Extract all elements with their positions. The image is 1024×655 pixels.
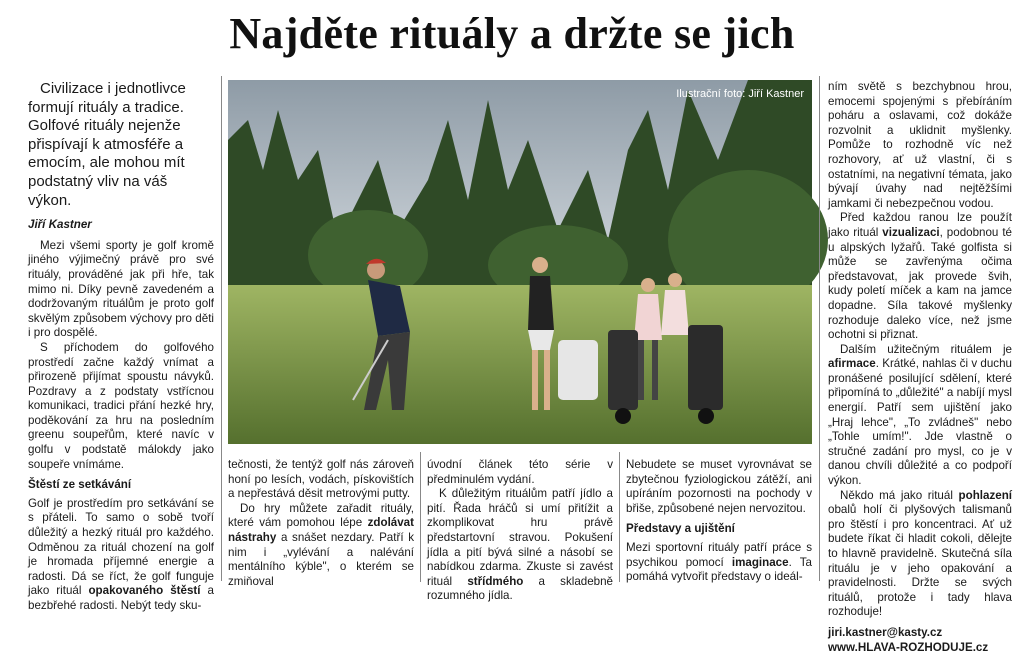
golf-photo <box>228 80 812 444</box>
paragraph: Nebudete se muset vyrovnávat se zbytečnou fyziologickou zátěží, ani upíráním pozornosti na pochody v břiše, způsobené nejen nervozitou. <box>626 458 812 515</box>
column-1 <box>28 80 214 614</box>
paragraph: Před každou ranou lze použít jako rituál vizualizaci, podobnou té u alpských lyžařů. Také golfista si může se zavřenýma očima představovat, jak provede švih, kudy poletí míček a kam na jamce dopadne. Síla takové myšlenky rozhoduje daleko více, než jsme ochotni si přiznat. <box>828 211 1012 342</box>
paragraph: ním světě s bezchybnou hrou, emocemi spojenými s přebíráním poháru a oslavami, což dokáže rozvolnit a uklidnit myšlenky. Pomůže to rozhodně víc než rozhovory, ať už vlastní, či s ostatními, na negativní témata, jako bývají úvahy nad nejtěžšími jamkami či nebezpečnou vodou. <box>828 80 1012 210</box>
paragraph: Do hry můžete zařadit rituály, které vám pomohou lépe zdolávat nástrahy a snášet nezdary. Patří k nim i „vylévání a nalévání mentálního kýble", o kterém se zmiňoval <box>228 501 414 588</box>
article-lede: Civilizace i jednotlivce formují rituály a tradice. Golfové rituály nejenže přispívají k atmosféře a emocím, ale mohou mít podstatný vliv na váš výkon. <box>28 80 186 209</box>
paragraph: úvodní článek této série v předminulém vydání. <box>427 458 613 486</box>
column-5 <box>828 80 1012 655</box>
author-byline: Jiří Kastner <box>28 218 92 232</box>
paragraph: Mezi sportovní rituály patří práce s psychikou pomocí imaginace. Ta pomáhá vytvořit představy o ideál- <box>626 540 812 584</box>
column-divider <box>619 452 620 582</box>
paragraph: Golf je prostředím pro setkávání se s přáteli. To samo o sobě tvoří důležitý a hezký rituál pro každého. Odměnou za rituál chození na golf je hromada příjemné energie a radosti. Dá se říct, že golf funguje jako rituál opakovaného štěstí a bezbřehé radosti. Nebýt tedy sku- <box>28 496 215 612</box>
paragraph: S příchodem do golfového prostředí začne každý vnímat a přirozeně přijímat spoustu návyků. Pozdravy a z podstaty vstřícnou komunikaci, tradici přání hezké hry, poděkování za hru na posledním greenu soupeřům, které navíc v golfu v podstatě málokdy jako soupeře vnímáme. <box>28 340 214 471</box>
column-3 <box>427 458 613 604</box>
paragraph: Mezi všemi sporty je golf kromě jiného výjimečný právě pro své rituály, prováděné jak při hře, tak mimo ni. Díky pevně zavedeném a dodržovaným rituálům je proto golf skvělým způsobem výchovy pro děti i pro dospělé. <box>28 238 214 340</box>
photo-caption: Ilustrační foto: Jiří Kastner <box>676 88 804 100</box>
column-2 <box>228 458 414 589</box>
subheading: Představy a ujištění <box>626 522 735 536</box>
column-4 <box>626 458 812 585</box>
column-divider <box>420 452 421 582</box>
website-link: www.HLAVA-ROZHODUJE.cz <box>828 640 989 654</box>
paragraph: tečnosti, že tentýž golf nás zároveň honí po lesích, vodách, pískovištích a nepřestává děsit metrovými putty. <box>228 458 414 501</box>
golf-illustration <box>228 80 812 444</box>
paragraph: K důležitým rituálům patří jídlo a pití. Řada hráčů si umí přitížit a zkomplikovat hru právě předstartovní stravou. Pokušení jídla a pití bývá silné a násobí se nabídkou zdarma. Zkuste si zavést rituál střídmého a skladebně rozumného jídla. <box>427 487 614 603</box>
paragraph: Dalším užitečným rituálem je afirmace. Krátké, nahlas či v duchu pronášené posilující sdělení, které připomíná to „důležité" a nabíjí mysl energií. Patří sem ujištění jako „Hraj lehce", „To zvládneš" nebo „Tohle umím!". Jde vlastně o stručné zadání pro mysl, co je v danou chvíli důležité a co podpoří výkon. <box>828 342 1012 488</box>
column-divider <box>819 76 820 581</box>
subheading: Štěstí ze setkávání <box>28 478 132 492</box>
paragraph: Někdo má jako rituál pohlazení obalů holí či plyšových talismanů pro štěstí i pro koncentraci. Ať už budete říkat či hladit cokoli, dělejte to hlavně pravidelně. Skutečná síla rituálu je v jeho opakování a pravidelnosti. Držte se svých rituálů, protože i tady hlava rozhoduje! <box>828 488 1012 619</box>
column-divider <box>221 76 222 581</box>
article-title: Najděte rituály a držte se jich <box>229 9 795 58</box>
author-email: jiri.kastner@kasty.cz <box>828 625 943 639</box>
